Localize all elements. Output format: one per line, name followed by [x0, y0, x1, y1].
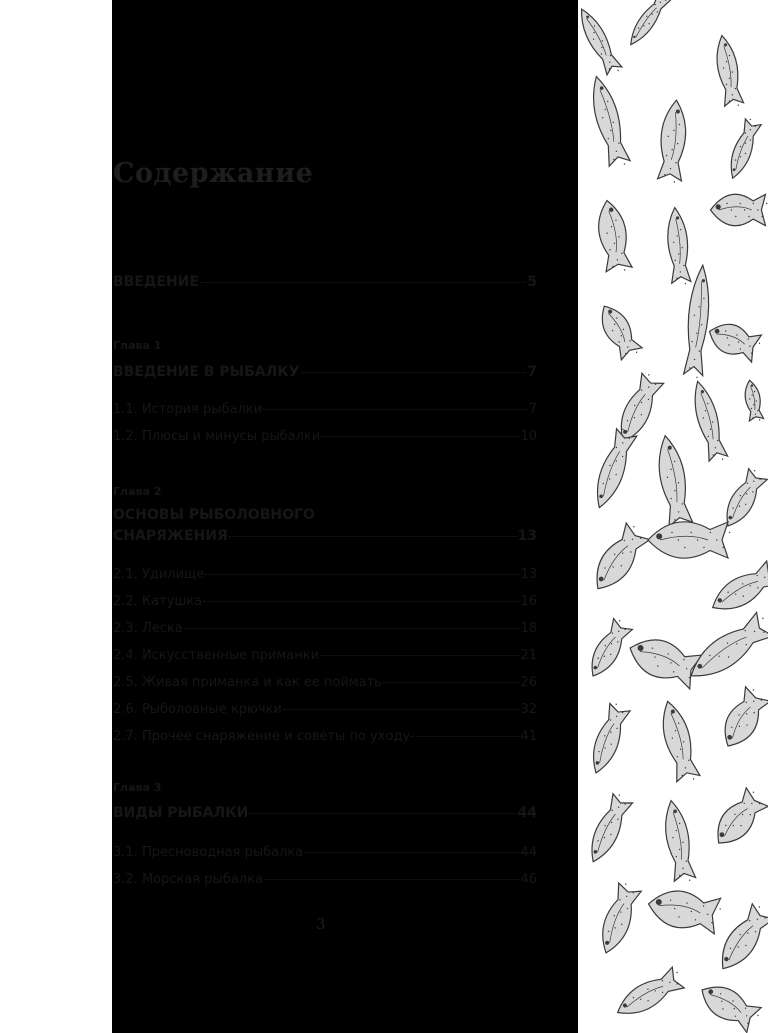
dot-leader [205, 574, 519, 575]
chapter-label-2: Глава 2 [113, 485, 162, 498]
toc-entry-label: 2.3. Леска [113, 621, 183, 636]
toc-entry-chapter-2-line1: ОСНОВЫ РЫБОЛОВНОГО [113, 507, 315, 523]
fish-drawing [711, 194, 768, 226]
fish-drawing [578, 5, 623, 77]
toc-entry-section[interactable] [113, 594, 537, 609]
dot-leader [249, 813, 516, 814]
fish-drawing [584, 617, 634, 682]
toc-entry-section[interactable] [113, 729, 537, 744]
toc-entry-label: 2.5. Живая приманка и как ее поймать [113, 675, 382, 690]
toc-entry-page: 10 [520, 429, 537, 444]
fish-drawing [648, 522, 730, 558]
fish-drawing [594, 198, 633, 274]
toc-entry-label: 1.1. История рыбалки [113, 402, 263, 417]
fish-drawing [645, 886, 722, 934]
toc-entry-label: 2.1. Удилище [113, 567, 205, 582]
toc-entry-chapter-2[interactable] [113, 528, 537, 544]
dot-leader [304, 852, 519, 853]
toc-entry-page: 32 [520, 702, 537, 717]
toc-entry-page: 18 [520, 621, 537, 636]
toc-entry-label: СНАРЯЖЕНИЯ [113, 528, 228, 544]
fish-drawing [594, 300, 643, 361]
dot-leader [203, 601, 519, 602]
toc-entry-chapter-1[interactable] [113, 364, 537, 380]
fish-drawing [586, 521, 651, 597]
toc-entry-section[interactable] [113, 675, 537, 690]
toc-entry-label: 3.2. Морская рыбалка [113, 872, 263, 887]
fish-drawing [586, 701, 631, 776]
toc-entry-section[interactable] [113, 621, 537, 636]
toc-entry-page: 26 [520, 675, 537, 690]
dot-leader [320, 655, 519, 656]
toc-entry-section[interactable] [113, 702, 537, 717]
fish-drawing [719, 467, 768, 532]
dot-leader [264, 879, 520, 880]
fish-drawing [586, 74, 631, 169]
fish-pattern-image [578, 0, 768, 1033]
fish-drawing [695, 977, 763, 1033]
fish-drawing [715, 685, 768, 753]
dot-leader [383, 682, 520, 683]
toc-entry-page: 41 [520, 729, 537, 744]
fish-drawing [712, 902, 768, 976]
toc-entry-section[interactable] [113, 429, 537, 444]
toc-entry-page: 13 [520, 567, 537, 582]
toc-entry-section[interactable] [113, 845, 537, 860]
chapter-label-1: Глава 1 [113, 339, 162, 352]
fish-drawing [589, 427, 638, 512]
dot-leader [283, 709, 520, 710]
dot-leader [263, 409, 528, 410]
dot-leader [301, 372, 527, 373]
toc-entry-page: 13 [517, 528, 537, 544]
toc-entry-section[interactable] [113, 648, 537, 663]
fish-drawing [583, 792, 633, 867]
toc-entry-label: ВИДЫ РЫБАЛКИ [113, 805, 249, 821]
fish-drawing [595, 881, 642, 957]
dot-leader [411, 736, 519, 737]
toc-entry-label: ВВЕДЕНИЕ В РЫБАЛКУ [113, 364, 300, 380]
toc-entry-label: 3.1. Пресноводная рыбалка [113, 845, 304, 860]
toc-entry-section[interactable] [113, 567, 537, 582]
toc-entry-page: 46 [520, 872, 537, 887]
fish-drawing [688, 379, 728, 464]
chapter-label-3: Глава 3 [113, 781, 162, 794]
fish-drawing [624, 631, 704, 690]
fish-drawing [742, 379, 764, 422]
dot-leader [184, 628, 520, 629]
fish-drawing [657, 99, 688, 183]
toc-entry-label: 2.4. Искусственные приманки [113, 648, 320, 663]
fish-drawing [656, 698, 701, 784]
toc-entry-label: 2.7. Прочее снаряжение и советы по уходу [113, 729, 411, 744]
toc-entry-label: 1.2. Плюсы и минусы рыбалки [113, 429, 321, 444]
dot-leader [200, 282, 526, 283]
toc-entry-section[interactable] [113, 872, 537, 887]
toc-entry-page: 21 [520, 648, 537, 663]
fish-drawing [653, 434, 693, 529]
dot-leader [321, 436, 519, 437]
toc-entry-intro[interactable] [113, 274, 537, 290]
fish-drawing [708, 786, 768, 852]
toc-entry-page: 44 [517, 805, 537, 821]
toc-entry-chapter-3[interactable] [113, 805, 537, 821]
toc-entry-page: 7 [527, 364, 537, 380]
fish-drawing [665, 207, 691, 286]
toc-entry-page: 5 [527, 274, 537, 290]
fish-drawing [612, 966, 687, 1023]
toc-entry-label: 2.2. Катушка [113, 594, 203, 609]
fish-drawing [706, 560, 768, 619]
fish-drawing [683, 264, 712, 378]
toc-entry-page: 16 [520, 594, 537, 609]
fish-drawing [725, 117, 762, 181]
fish-drawing [660, 799, 696, 884]
page-number: 3 [316, 915, 326, 933]
toc-entry-section[interactable] [113, 402, 537, 417]
fish-drawing [705, 318, 764, 363]
fish-drawing [683, 611, 768, 688]
toc-entry-page: 44 [520, 845, 537, 860]
toc-entry-label: ВВЕДЕНИЕ [113, 274, 199, 290]
toc-entry-label: 2.6. Рыболовные крючки [113, 702, 282, 717]
fish-drawing [625, 0, 672, 49]
fish-illustration [578, 0, 768, 1033]
fish-drawing [712, 34, 744, 108]
dot-leader [229, 536, 517, 537]
toc-entry-page: 7 [528, 402, 537, 417]
page-title: Содержание [113, 158, 314, 189]
